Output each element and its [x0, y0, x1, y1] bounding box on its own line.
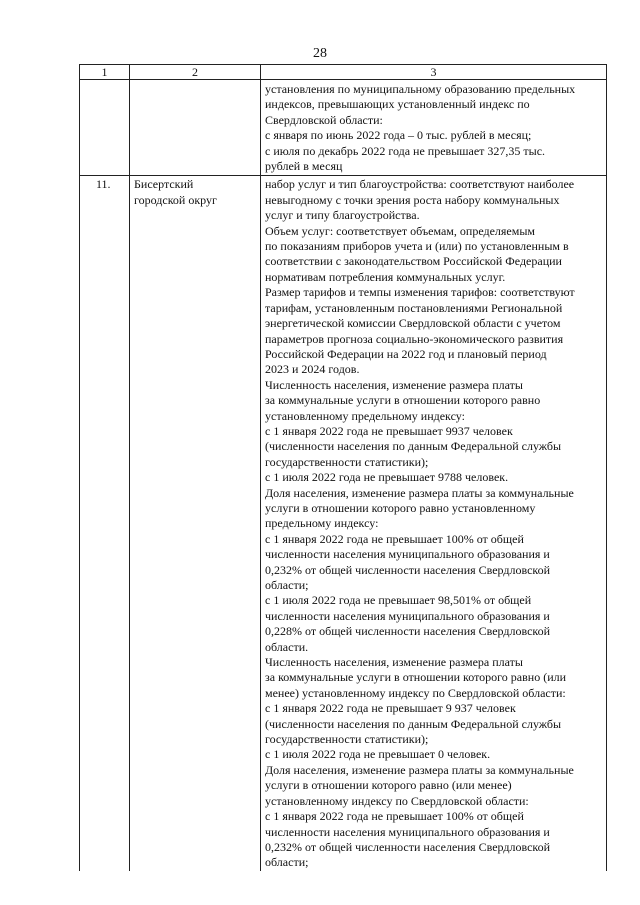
continuation-content-cell	[261, 80, 607, 176]
municipality-name-line: Бисертский	[134, 177, 194, 192]
text-line: 0,232% от общей численности населения Свердловской	[265, 839, 551, 854]
text-line: услуги в отношении которого равно установленному	[265, 500, 536, 515]
continuation-number-cell	[80, 80, 130, 176]
text-line: менее) установленному индексу по Свердловской области:	[265, 685, 566, 700]
text-line: 2023 и 2024 годов.	[265, 362, 360, 377]
text-line: численности населения муниципального образования и	[265, 824, 550, 839]
text-line: государственности статистики);	[265, 732, 429, 747]
text-line: за коммунальные услуги в отношении которого равно	[265, 393, 541, 408]
table-header-row	[80, 65, 607, 80]
municipality-name-line: городской округ	[134, 192, 217, 207]
text-line: с июля по декабрь 2022 года не превышает 327,35 тыс.	[265, 143, 546, 158]
text-line: (численности населения по данным Федеральной службы	[265, 439, 562, 454]
page-number: 28	[313, 46, 327, 61]
row-content-cell	[261, 176, 607, 871]
text-line: предельному индексу:	[265, 516, 379, 531]
text-line: Доля населения, изменение размера платы за коммунальные	[265, 485, 574, 500]
table-row-continuation	[80, 80, 607, 176]
text-line: численности населения муниципального образования и	[265, 547, 550, 562]
text-line: с 1 января 2022 года не превышает 9937 человек	[265, 423, 513, 438]
text-line: с января по июнь 2022 года – 0 тыс. рублей в месяц;	[265, 128, 532, 143]
text-line: 0,232% от общей численности населения Свердловской	[265, 562, 551, 577]
text-line: Численность населения, изменение размера платы	[265, 377, 523, 392]
text-line: области;	[265, 578, 309, 592]
text-line: области;	[265, 855, 309, 870]
text-line: с 1 июля 2022 года не превышает 9788 человек.	[265, 470, 509, 485]
row-number: 11.	[80, 176, 130, 871]
table-row	[80, 176, 607, 871]
document-table	[79, 64, 607, 871]
text-line: с 1 июля 2022 года не превышает 98,501% от общей	[265, 593, 532, 608]
continuation-name-cell	[130, 80, 261, 176]
text-line: с 1 января 2022 года не превышает 100% от общей	[265, 809, 524, 824]
text-line: тарифам, установленным постановлениями Региональной	[265, 300, 563, 315]
text-line: Объем услуг: соответствует объемам, определяемым	[265, 223, 536, 238]
text-line: набор услуг и тип благоустройства: соответствуют наиболее	[265, 177, 575, 192]
column-header-1: 1	[80, 65, 130, 80]
text-line: за коммунальные услуги в отношении которого равно (или	[265, 670, 567, 685]
text-line: Численность населения, изменение размера платы	[265, 655, 523, 670]
column-header-3: 3	[261, 65, 607, 80]
text-line: Российской Федерации на 2022 год и плановый период	[265, 346, 547, 361]
text-line: Размер тарифов и темпы изменения тарифов: соответствуют	[265, 285, 575, 300]
text-line: Свердловской области:	[265, 112, 383, 127]
text-line: услуги в отношении которого равно (или менее)	[265, 778, 512, 793]
text-line: по показаниям приборов учета и (или) по установленным в	[265, 239, 569, 254]
text-line: нормативам потребления коммунальных услуг.	[265, 269, 506, 284]
text-line: 0,228% от общей численности населения Свердловской	[265, 624, 551, 639]
text-line: энергетической комиссии Свердловской области с учетом	[265, 316, 561, 331]
text-line: параметров прогноза социально-экономического развития	[265, 331, 564, 346]
text-line: невыгодному с точки зрения роста набору коммунальных	[265, 192, 560, 207]
text-line: с 1 января 2022 года не превышает 100% от общей	[265, 531, 524, 546]
text-line: численности населения муниципального образования и	[265, 608, 550, 623]
text-line: с 1 января 2022 года не превышает 9 937 человек	[265, 701, 516, 716]
text-line: государственности статистики);	[265, 454, 429, 469]
column-header-2: 2	[130, 65, 261, 80]
text-line: установления по муниципальному образованию предельных	[265, 82, 576, 96]
municipality-name	[130, 176, 261, 871]
text-line: (численности населения по данным Федеральной службы	[265, 716, 562, 731]
text-line: с 1 июля 2022 года не превышает 0 человек.	[265, 747, 491, 762]
text-line: установленному предельному индексу:	[265, 408, 465, 423]
text-line: Доля населения, изменение размера платы за коммунальные	[265, 762, 574, 777]
text-line: рублей в месяц	[265, 159, 343, 174]
text-line: области.	[265, 639, 309, 654]
text-line: индексов, превышающих установленный индекс по	[265, 97, 530, 112]
text-line: услуг и типу благоустройства.	[265, 208, 420, 223]
text-line: установленному индексу по Свердловской области:	[265, 793, 529, 808]
text-line: соответствии с законодательством Российской Федерации	[265, 254, 562, 269]
